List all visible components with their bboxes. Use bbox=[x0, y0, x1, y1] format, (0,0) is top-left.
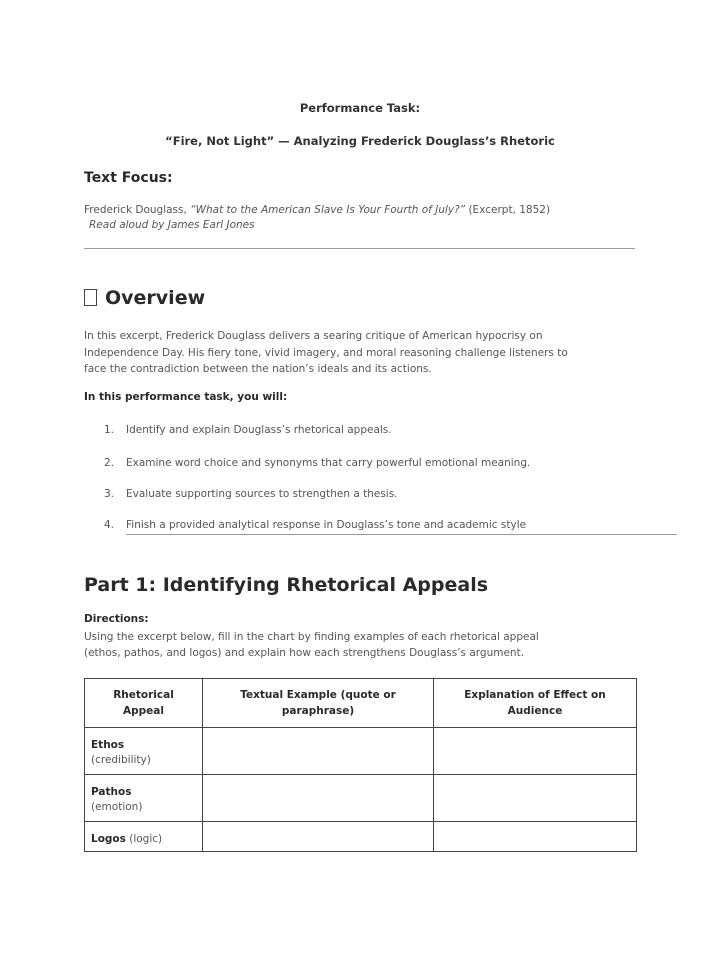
explanation-cell[interactable] bbox=[434, 822, 637, 852]
text-focus-reader: Read aloud by James Earl Jones bbox=[89, 219, 255, 231]
list-item-number: 4. bbox=[104, 519, 115, 531]
list-item-number: 1. bbox=[104, 424, 115, 436]
directions-label: Directions: bbox=[84, 613, 149, 625]
appeal-gloss: (emotion) bbox=[91, 801, 143, 813]
list-item bbox=[104, 424, 392, 436]
example-cell[interactable] bbox=[203, 728, 434, 775]
divider bbox=[84, 248, 635, 249]
list-item-text: Examine word choice and synonyms that carry powerful emotional meaning. bbox=[126, 457, 531, 469]
example-cell[interactable] bbox=[203, 775, 434, 822]
explanation-cell[interactable] bbox=[434, 728, 637, 775]
directions-text bbox=[84, 629, 539, 661]
citation-author: Frederick Douglass, bbox=[84, 204, 191, 216]
list-item bbox=[104, 488, 398, 500]
table-row bbox=[85, 775, 637, 822]
directions-line: (ethos, pathos, and logos) and explain how each strengthens Douglass’s argument. bbox=[84, 647, 525, 659]
citation-work-title: “What to the American Slave Is Your Fourth of July?” bbox=[190, 204, 466, 216]
list-item-text: Evaluate supporting sources to strengthen a thesis. bbox=[126, 488, 398, 500]
rhetorical-appeals-table bbox=[84, 678, 637, 852]
column-header-example: Textual Example (quote or paraphrase) bbox=[203, 679, 434, 728]
table-row bbox=[85, 822, 637, 852]
table-header-row bbox=[85, 679, 637, 728]
list-item-text: Finish a provided analytical response in Douglass’s tone and academic style bbox=[126, 519, 527, 531]
box-icon bbox=[84, 289, 97, 306]
appeal-term: Logos bbox=[91, 833, 126, 845]
explanation-cell[interactable] bbox=[434, 775, 637, 822]
overview-heading-text: Overview bbox=[105, 287, 206, 309]
part1-heading: Part 1: Identifying Rhetorical Appeals bbox=[84, 574, 489, 596]
doc-title-line1: Performance Task: bbox=[299, 101, 421, 115]
example-cell[interactable] bbox=[203, 822, 434, 852]
paragraph-line: In this excerpt, Frederick Douglass delivers a searing critique of American hypocrisy on bbox=[84, 330, 543, 342]
task-list-heading: In this performance task, you will: bbox=[84, 391, 288, 403]
text-focus-heading: Text Focus: bbox=[84, 170, 173, 186]
text-focus-citation bbox=[84, 204, 550, 216]
column-header-explanation: Explanation of Effect on Audience bbox=[434, 679, 637, 728]
column-header-appeal: Rhetorical Appeal bbox=[85, 679, 203, 728]
appeal-cell-ethos bbox=[85, 728, 203, 775]
appeal-gloss: (logic) bbox=[125, 833, 163, 845]
divider bbox=[126, 534, 677, 535]
appeal-term: Pathos bbox=[91, 786, 132, 798]
doc-title-line2: “Fire, Not Light” — Analyzing Frederick Douglass’s Rhetoric bbox=[165, 134, 555, 148]
table-row bbox=[85, 728, 637, 775]
overview-paragraph bbox=[84, 328, 644, 378]
appeal-cell-logos bbox=[85, 822, 203, 852]
list-item-number: 3. bbox=[104, 488, 115, 500]
list-item-number: 2. bbox=[104, 457, 115, 469]
paragraph-line: Independence Day. His fiery tone, vivid imagery, and moral reasoning challenge listeners to bbox=[84, 346, 568, 359]
list-item-text: Identify and explain Douglass’s rhetorical appeals. bbox=[126, 424, 392, 436]
list-item bbox=[104, 519, 526, 531]
directions-line: Using the excerpt below, fill in the chart by finding examples of each rhetorical appeal bbox=[84, 631, 539, 643]
list-item bbox=[104, 457, 530, 469]
appeal-term: Ethos bbox=[91, 739, 125, 751]
paragraph-line: face the contradiction between the nation’s ideals and its actions. bbox=[84, 363, 432, 375]
citation-excerpt-note: (Excerpt, 1852) bbox=[465, 204, 551, 216]
appeal-gloss: (credibility) bbox=[91, 754, 151, 766]
appeal-cell-pathos bbox=[85, 775, 203, 822]
overview-heading bbox=[84, 287, 205, 309]
